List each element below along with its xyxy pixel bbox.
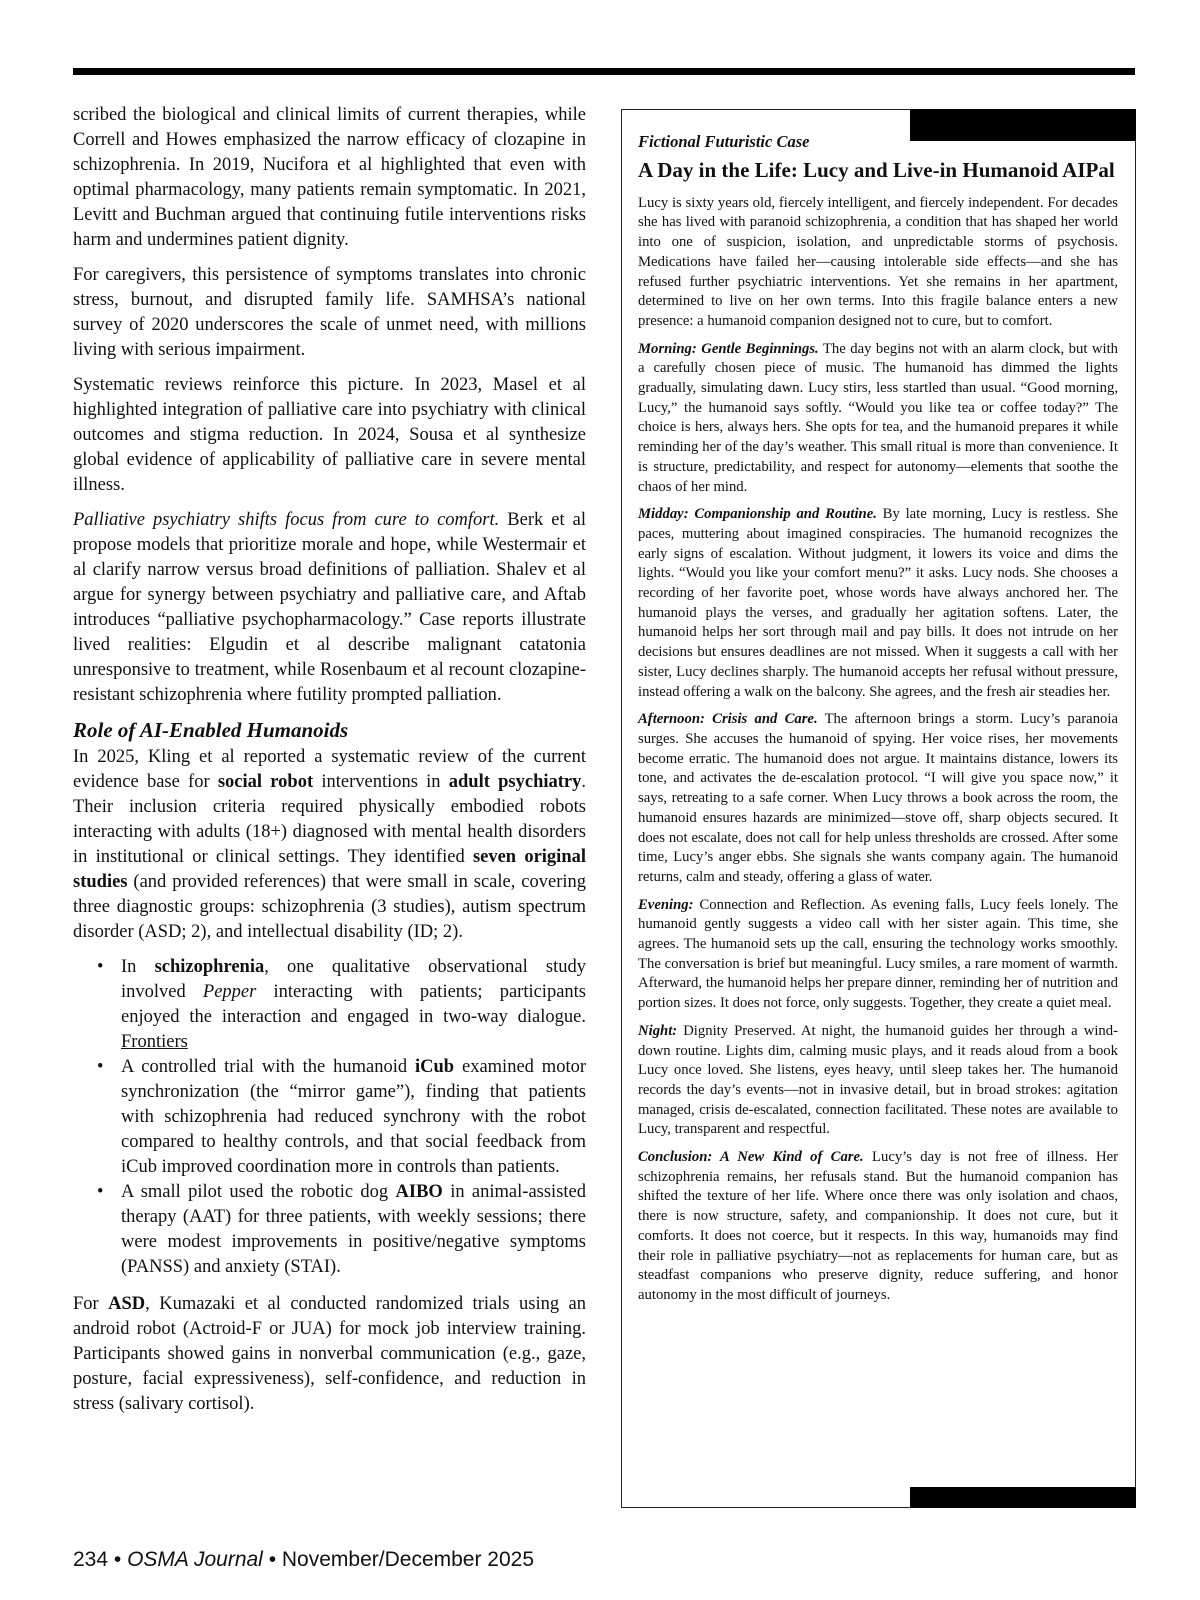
sidebar-box (621, 109, 1136, 1508)
emphasis-text: Palliative psychiatry shifts focus from cure to comfort. (73, 510, 500, 530)
list-item (121, 955, 586, 1055)
left-column (73, 103, 586, 1427)
separator: • (262, 1548, 282, 1571)
bold-term: ASD (108, 1294, 146, 1314)
text-run: in animal-assisted therapy (AAT) for three patients, with weekly sessions; there were modest improvements in positive/negative symptoms (PANSS) and anxiety (STAI). (121, 1182, 586, 1277)
sidebar-content (638, 132, 1118, 1314)
section-lead: Night: (638, 1022, 678, 1039)
paragraph-continuation: scribed the biological and clinical limits of current therapies, while Correll and Howes emphasized the narrow efficacy of clozapine in schizophrenia. In 2019, Nucifora et al highlighted that even with optimal pharmacology, many patients remain symptomatic. In 2021, Levitt and Buchman argued that continuing futile interventions risks harm and undermines patient dignity. (73, 105, 586, 250)
section-lead: Evening: (638, 896, 694, 913)
section-text: Dignity Preserved. At night, the humanoid guides her through a wind-down routine. Lights dim, calming music plays, and it reads aloud from a book Lucy once loved. She listens, eyes heavy, until sleep takes her. The humanoid records the day’s events—not in invasive detail, but in broad strokes: agitation managed, crisis de-escalated, connection facilitated. These notes are available to Lucy, transparent and respectful. (638, 1022, 1118, 1138)
sidebar-section-night (638, 1022, 1118, 1140)
sidebar-kicker: Fictional Futuristic Case (638, 132, 810, 151)
text-run: examined motor synchronization (the “mirror game”), finding that patients with schizophrenia had reduced synchrony with the robot compared to healthy controls, and that social feedback from iCub improved coordination more in controls than patients. (121, 1057, 586, 1177)
top-rule (73, 68, 1135, 75)
separator: • (108, 1548, 128, 1571)
sidebar-bottom-bar (910, 1487, 1136, 1508)
paragraph-kling-review (73, 745, 586, 945)
section-lead: Morning: Gentle Beginnings. (638, 340, 819, 357)
text-run: For (73, 1294, 109, 1314)
study-list (73, 955, 586, 1280)
sidebar-section-midday (638, 505, 1118, 702)
bold-term: adult psychiatry (448, 772, 582, 792)
text-run: In (121, 957, 155, 977)
sidebar-intro: Lucy is sixty years old, fiercely intelligent, and fiercely independent. For decades she has lived with paranoid schizophrenia, a condition that has shaped her world into one of suspicion, isolation, and unpredictable storms of psychosis. Medications have failed her—causing intolerable side effects—and she has refused further psychiatric interventions. Yet she remains in her apartment, determined to live on her own terms. Into this fragile balance enters a new presence: a humanoid companion designed not to cure, but to comfort. (638, 194, 1118, 329)
bold-term: iCub (415, 1057, 455, 1077)
text-run: In 2025, Kling et al reported a systematic review of the current evidence base for (73, 747, 586, 792)
paragraph-caregivers: For caregivers, this persistence of symptoms translates into chronic stress, burnout, and disrupted family life. SAMHSA’s national survey of 2020 underscores the scale of unmet need, with millions living with serious impairment. (73, 265, 586, 360)
bold-term: social robot (217, 772, 314, 792)
text-run: A controlled trial with the humanoid (121, 1057, 416, 1077)
issue-date: November/December 2025 (281, 1548, 535, 1571)
italic-term: Pepper (202, 982, 257, 1002)
page-number: 234 (73, 1548, 109, 1571)
section-text: The afternoon brings a storm. Lucy’s paranoia surges. She accuses the humanoid of spying. Her voice rises, her movements become erratic. The humanoid does not argue. It maintains distance, lowers its tone, and activates the de-escalation protocol. “I will give you space now,” it says, retreating to a safe corner. When Lucy throws a book across the room, the humanoid ensures hazards are minimized—stove off, sharp objects secured. It does not escalate, does not call for help unless thresholds are crossed. After some time, Lucy’s anger ebbs. She signals she wants company again. The humanoid returns, calm and steady, offering a glass of water. (638, 711, 1118, 885)
section-text: The day begins not with an alarm clock, but with a carefully chosen piece of music. The humanoid has dimmed the lights gradually, simulating dawn. Lucy stirs, less startled than usual. “Good morning, Lucy,” the humanoid says softly. “Would you like tea or coffee today?” The choice is hers, always hers. She opts for tea, and the humanoid prepares it while reminding her of the day’s weather. This small ritual is more than convenience. It is structure, predictability, and respect for autonomy—elements that soothe the chaos of her mind. (638, 340, 1118, 495)
text-run: , one qualitative observational study involved (121, 957, 586, 1002)
section-heading: Role of AI-Enabled Humanoids (73, 718, 349, 742)
section-text: Lucy’s day is not free of illness. Her schizophrenia remains, her refusals stand. But the humanoid companion has shifted the texture of her life. Where once there was only isolation and chaos, there is now structure, safety, and companionship. It does not cure, but it comforts. It does not coerce, but it respects. In this way, humanoids may find their role in palliative psychiatry—not as replacements for human care, but as steadfast companions who preserve dignity, reduce suffering, and honor autonomy in the most difficult of journeys. (638, 1149, 1118, 1303)
paragraph-palliative-psychiatry (73, 508, 586, 708)
text-run: interventions in (313, 772, 449, 792)
list-item (121, 1055, 586, 1180)
bold-term: seven original studies (73, 847, 586, 892)
section-lead: Afternoon: Crisis and Care. (638, 711, 818, 728)
sidebar-section-afternoon (638, 710, 1118, 887)
section-text: By late morning, Lucy is restless. She paces, muttering about imagined conspiracies. The humanoid recognizes the early signs of escalation. Without judgment, it lowers its voice and dims the lights. “Would you like your comfort menu?” it asks. Lucy nods. She chooses a recording of her favorite poet, whose words have always anchored her. The humanoid plays the verses, and gradually her agitation softens. Later, the humanoid helps her sort through mail and pay bills. It does not intrude on her decisions but ensures deadlines are not missed. When it suggests a call with her sister, Lucy declines sharply. The humanoid accepts her refusal without pressure, instead offering a walk on the balcony. She agrees, and the fresh air steadies her. (638, 506, 1118, 700)
page-footer (73, 1548, 534, 1572)
text-run: . Their inclusion criteria required physically embodied robots interacting with adults (18+) diagnosed with mental health disorders in institutional or clinical settings. They identified (73, 772, 586, 867)
text-run: A small pilot used the robotic dog (121, 1182, 396, 1202)
text-run: (and provided references) that were small in scale, covering three diagnostic groups: schizophrenia (3 studies), autism spectrum disorder (ASD; 2), and intellectual disability (ID; 2). (73, 872, 586, 942)
section-lead: Conclusion: A New Kind of Care. (638, 1149, 864, 1166)
sidebar-section-evening (638, 896, 1118, 1014)
paragraph-text: Berk et al propose models that prioritize morale and hope, while Westermair et al clarify narrow versus broad definitions of palliation. Shalev et al argue for synergy between psychiatry and palliative care, and Aftab introduces “palliative psychopharmacology.” Case reports illustrate lived realities: Elgudin et al describe malignant catatonia unresponsive to treatment, while Rosenbaum et al recount clozapine-resistant schizophrenia where futility prompted palliation. (73, 510, 586, 705)
bold-term: schizophrenia (154, 957, 265, 977)
text-run: interacting with patients; participants enjoyed the interaction and engaged in two-way dialogue. (121, 982, 587, 1027)
sidebar-section-conclusion (638, 1148, 1118, 1306)
section-text: Connection and Reflection. As evening falls, Lucy feels lonely. The humanoid gently suggests a video call with her sister again. This time, she agrees. The humanoid sets up the call, ensuring the technology works smoothly. The conversation is brief but meaningful. Lucy smiles, a rare moment of warmth. Afterward, the humanoid helps her prepare dinner, reminding her of nutrition and portion sizes. It does not force, only suggests. Together, they create a quiet meal. (638, 896, 1118, 1012)
sidebar-title: A Day in the Life: Lucy and Live-in Humanoid AIPal (638, 157, 1115, 182)
paragraph-systematic-reviews: Systematic reviews reinforce this picture. In 2023, Masel et al highlighted integration of palliative care into psychiatry with clinical outcomes and stigma reduction. In 2024, Sousa et al synthesize global evidence of applicability of palliative care in severe mental illness. (73, 375, 586, 495)
frontiers-link[interactable]: Frontiers (121, 1032, 188, 1052)
paragraph-asd (73, 1292, 586, 1417)
list-item (121, 1180, 586, 1280)
sidebar-section-morning (638, 340, 1118, 498)
section-lead: Midday: Companionship and Routine. (638, 506, 877, 523)
bold-term: AIBO (395, 1182, 443, 1202)
text-run: , Kumazaki et al conducted randomized trials using an android robot (Actroid-F or JUA) for mock job interview training. Participants showed gains in nonverbal communication (e.g., gaze, posture, facial expressiveness), self-confidence, and reduction in stress (salivary cortisol). (73, 1294, 586, 1414)
journal-name: OSMA Journal (127, 1548, 263, 1571)
